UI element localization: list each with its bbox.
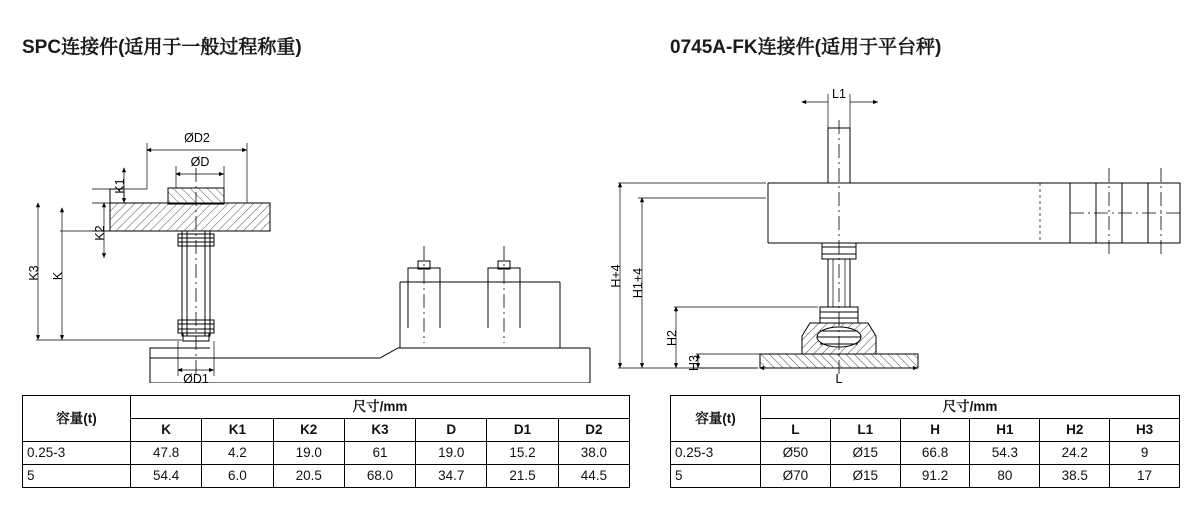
right-title-main: 0745A-FK连接件 xyxy=(670,37,815,58)
0745a-fk-connector-panel xyxy=(600,0,1200,520)
cell-value: 24.2 xyxy=(1040,442,1110,465)
cell-value: 68.0 xyxy=(344,465,415,488)
right-panel-title xyxy=(670,32,941,59)
spc-dimension-table-wrap xyxy=(22,395,630,488)
cell-value: 66.8 xyxy=(900,442,970,465)
spc-dimension-table xyxy=(22,395,630,488)
header-col-k3: K3 xyxy=(344,419,415,442)
cell-value: 6.0 xyxy=(202,465,273,488)
header-capacity: 容量(t) xyxy=(671,396,761,442)
label-k: K xyxy=(51,271,65,281)
label-d1: ØD1 xyxy=(183,372,209,383)
header-col-k2: K2 xyxy=(273,419,344,442)
cell-value: Ø15 xyxy=(830,465,900,488)
0745a-fk-connector-drawing xyxy=(600,58,1200,383)
label-h1-plus-4: H1+4 xyxy=(631,267,645,299)
cell-capacity: 0.25-3 xyxy=(23,442,131,465)
header-col-d: D xyxy=(416,419,487,442)
cell-value: 54.4 xyxy=(131,465,202,488)
header-capacity: 容量(t) xyxy=(23,396,131,442)
header-col-d2: D2 xyxy=(558,419,629,442)
cell-capacity: 0.25-3 xyxy=(671,442,761,465)
left-panel-title xyxy=(22,32,302,59)
label-h3: H3 xyxy=(687,355,701,371)
label-l: L xyxy=(835,372,843,383)
header-col-k: K xyxy=(131,419,202,442)
cell-value: 17 xyxy=(1110,465,1180,488)
header-col-h3: H3 xyxy=(1110,419,1180,442)
label-h-plus-4: H+4 xyxy=(609,264,623,288)
header-col-k1: K1 xyxy=(202,419,273,442)
cell-value: Ø15 xyxy=(830,442,900,465)
table-row xyxy=(23,442,630,465)
cell-capacity: 5 xyxy=(671,465,761,488)
table-header-row xyxy=(671,396,1180,419)
0745a-dimension-table-wrap xyxy=(670,395,1180,488)
cell-value: 21.5 xyxy=(487,465,558,488)
label-l1: L1 xyxy=(832,87,846,101)
table-header-row xyxy=(23,396,630,419)
0745a-dimension-table xyxy=(670,395,1180,488)
table-row xyxy=(671,442,1180,465)
cell-capacity: 5 xyxy=(23,465,131,488)
header-col-h1: H1 xyxy=(970,419,1040,442)
header-col-h2: H2 xyxy=(1040,419,1110,442)
cell-value: 91.2 xyxy=(900,465,970,488)
header-col-h: H xyxy=(900,419,970,442)
cell-value: 9 xyxy=(1110,442,1180,465)
header-col-l: L xyxy=(761,419,831,442)
header-dimensions: 尺寸/mm xyxy=(131,396,630,419)
cell-value: 4.2 xyxy=(202,442,273,465)
cell-value: 38.0 xyxy=(558,442,629,465)
left-title-main: SPC连接件 xyxy=(22,37,119,58)
table-row xyxy=(23,465,630,488)
label-d2: ØD2 xyxy=(184,131,210,145)
cell-value: 47.8 xyxy=(131,442,202,465)
header-col-d1: D1 xyxy=(487,419,558,442)
cell-value: Ø50 xyxy=(761,442,831,465)
cell-value: 15.2 xyxy=(487,442,558,465)
cell-value: 61 xyxy=(344,442,415,465)
label-d: ØD xyxy=(190,155,210,169)
cell-value: 20.5 xyxy=(273,465,344,488)
table-row xyxy=(671,465,1180,488)
cell-value: 19.0 xyxy=(416,442,487,465)
cell-value: 38.5 xyxy=(1040,465,1110,488)
cell-value: Ø70 xyxy=(761,465,831,488)
left-title-sub: (适用于一般过程称重) xyxy=(118,37,302,58)
label-k3: K3 xyxy=(27,265,41,281)
label-k2: K2 xyxy=(93,225,107,241)
cell-value: 80 xyxy=(970,465,1040,488)
header-col-l1: L1 xyxy=(830,419,900,442)
cell-value: 34.7 xyxy=(416,465,487,488)
right-title-sub: (适用于平台秤) xyxy=(814,37,942,58)
label-k1: K1 xyxy=(113,178,127,194)
cell-value: 19.0 xyxy=(273,442,344,465)
header-dimensions: 尺寸/mm xyxy=(761,396,1180,419)
cell-value: 54.3 xyxy=(970,442,1040,465)
label-h2: H2 xyxy=(665,330,679,346)
spc-connector-drawing xyxy=(0,58,600,383)
cell-value: 44.5 xyxy=(558,465,629,488)
